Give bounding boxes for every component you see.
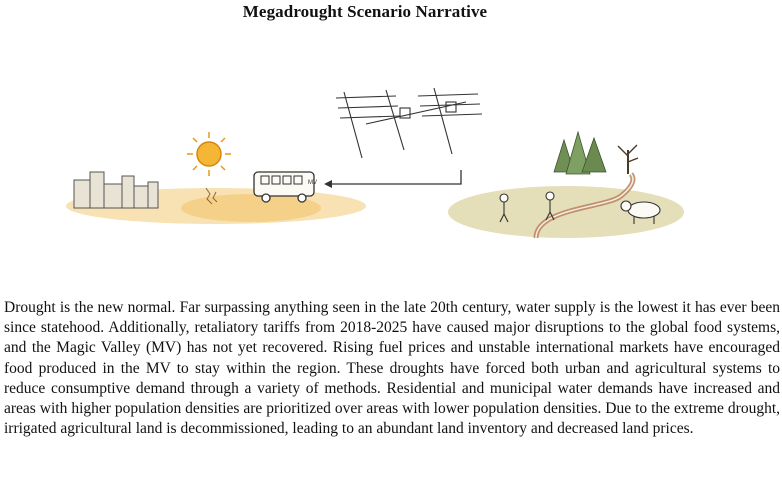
sun-icon [187, 132, 231, 176]
bus-sign: MV [308, 180, 317, 186]
arrowhead-icon [324, 180, 332, 188]
page-title: Megadrought Scenario Narrative [242, 2, 488, 21]
scenario-narrative: Drought is the new normal. Far surpassing anything seen in the late 20th century, water supply is the lowest it has ever been since statehood. Additionally, retaliatory tariffs from 2018-2025 have caused major disruptions to the global food systems, and the Magic Valley (MV) has not yet recovered. Rising fuel prices and unstable international markets have encouraged food produced in the MV to stay within the region. These droughts have forced both urban and agricultural systems to reduce consumptive demand through a variety of methods. Residential and municipal water demands have increased and areas with higher population densities are prioritized over areas with lower population densities. Due to the extreme drought, irrigated agricultural land is decommissioned, leading to an abundant land inventory and decreased land prices. [4, 299, 780, 438]
city-skyline-icon [74, 172, 158, 208]
megadrought-illustration [66, 88, 686, 258]
flow-arrow-icon [331, 170, 461, 184]
forest-icon [554, 132, 638, 174]
power-lines-icon [336, 88, 482, 158]
